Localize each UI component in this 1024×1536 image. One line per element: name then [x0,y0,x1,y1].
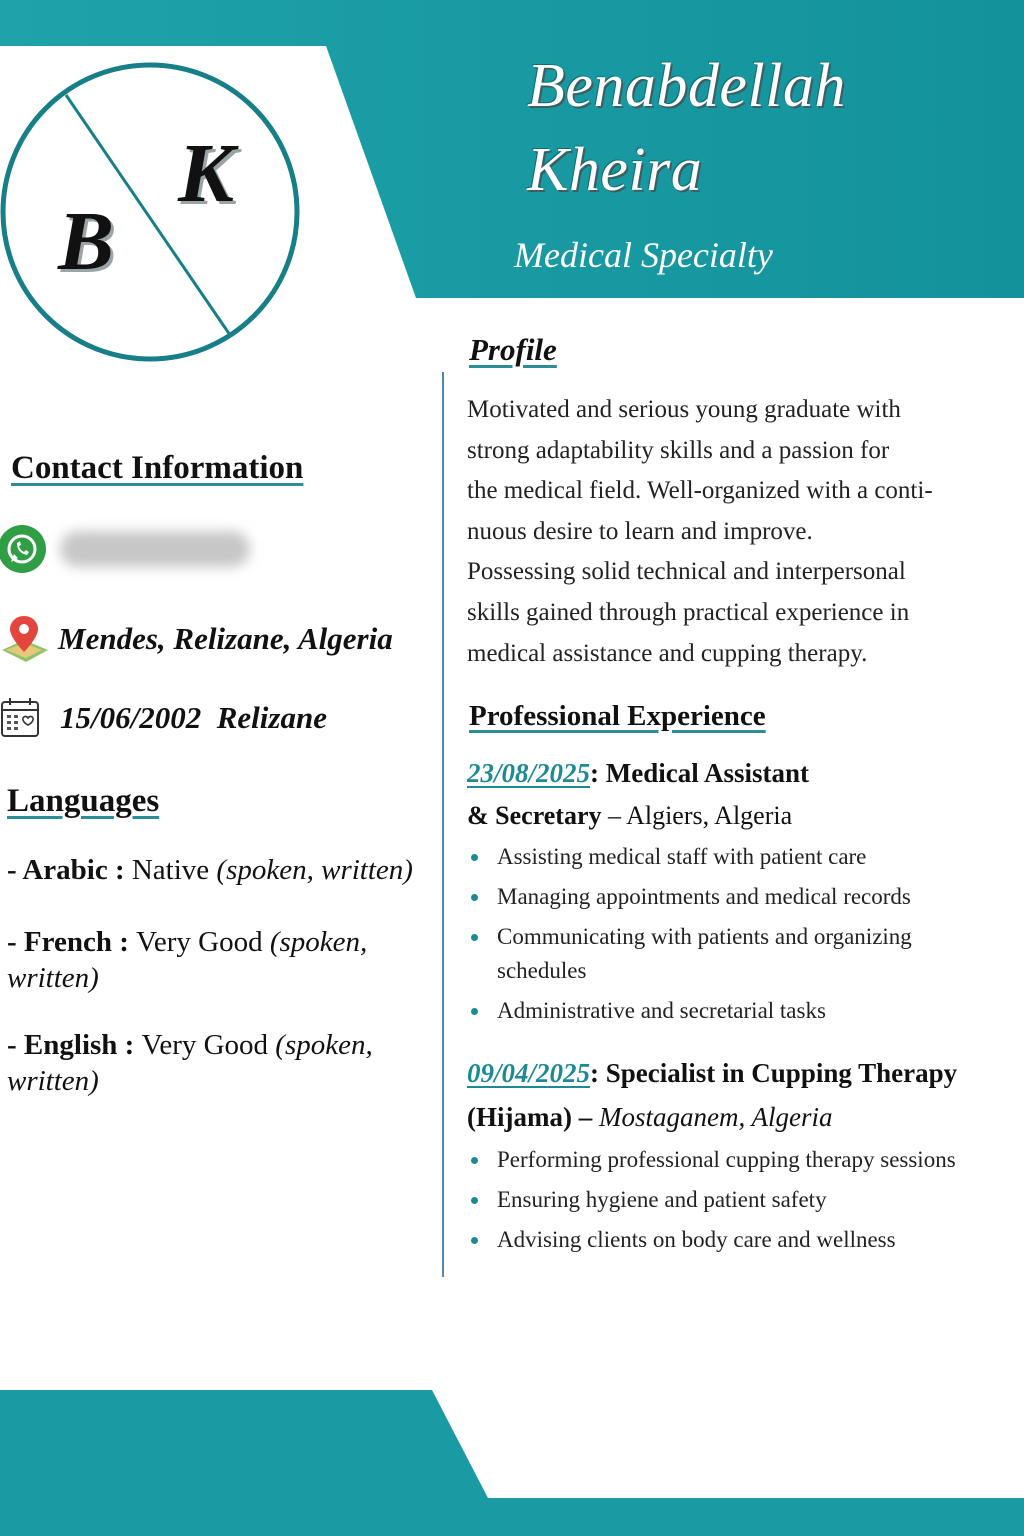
duty-item [470,880,990,914]
language-dash: - [7,926,24,958]
bullet-dot-icon [471,854,478,861]
job-2-subheading [467,1102,832,1133]
job-2-heading [467,1058,957,1089]
profile-paragraph [467,390,987,674]
duty-item [470,840,990,874]
birth-date-place: 15/06/2002 Relizane [60,700,327,735]
job-title-continued: & Secretary [467,801,602,830]
redacted-phone-number [60,531,250,567]
duty-text: Managing appointments and medical records [497,884,911,909]
language-level: Native [131,854,217,886]
bullet-dot-icon [471,1157,478,1164]
job-location: Mostaganem, Algeria [592,1102,833,1132]
job-date: 23/08/2025 [467,758,591,788]
language-name: Arabic [22,854,108,886]
column-divider [442,372,444,1277]
profile-line: Motivated and serious young graduate with [467,396,901,423]
monogram-logo [0,55,300,370]
language-item-english [7,1027,397,1099]
language-item-french [7,924,387,996]
language-detail: (spoken, written) [7,1029,373,1097]
whatsapp-icon [0,522,48,576]
language-level: Very Good [136,926,270,958]
language-item-arabic [7,852,437,888]
bullet-dot-icon [471,1237,478,1244]
duty-item [470,1183,990,1217]
birth-row [0,696,327,740]
profile-line: medical assistance and cupping therapy. [467,639,868,667]
job-colon: : [590,758,606,788]
profile-line: nuous desire to learn and improve. [467,517,813,545]
job-date: 09/04/2025 [467,1058,591,1088]
duty-text: Advising clients on body care and wellness [497,1227,896,1252]
location-pin-icon [0,612,50,666]
duty-item [470,920,967,988]
languages-section-title: Languages [7,783,160,819]
job-colon: : [590,1058,606,1088]
name-first-line: Benabdellah [527,52,846,120]
job-location: – Algiers, Algeria [601,801,793,830]
job-title-continued: (Hijama) – [467,1102,593,1132]
profile-line: Possessing solid technical and interpersonal [467,558,906,586]
footer-band [0,1390,1024,1536]
address-row [0,612,393,666]
contact-section-title: Contact Information [11,450,304,486]
bullet-dot-icon [471,1197,478,1204]
job-1-duties [470,840,990,1034]
language-dash: - [7,1029,24,1061]
duty-item [470,994,990,1028]
profile-line: skills gained through practical experience in [467,598,910,626]
language-level: Very Good [141,1029,276,1061]
candidate-name [527,44,846,212]
profile-section-title: Profile [469,332,557,367]
duty-item [470,1143,990,1177]
language-separator: : [107,854,132,886]
bullet-dot-icon [471,1008,478,1015]
language-name: English [23,1029,118,1061]
name-second-line: Kheira [527,136,703,204]
address-text: Mendes, Relizane, Algeria [58,621,393,656]
job-title: Medical Assistant [605,758,810,788]
duty-text: Assisting medical staff with patient care [497,844,867,869]
bullet-dot-icon [471,894,478,901]
job-2-duties [470,1143,990,1263]
monogram-letter-b: B [58,195,115,288]
specialty-subtitle: Medical Specialty [514,235,773,275]
language-separator: : [111,926,137,958]
language-dash: - [7,854,23,886]
language-separator: : [117,1029,142,1061]
duty-text: Administrative and secretarial tasks [497,998,826,1023]
phone-row [0,522,250,576]
language-detail: (spoken, written) [216,854,413,886]
experience-section-title: Professional Experience [469,700,766,732]
language-detail: (spoken, written) [7,926,368,994]
duty-text: Ensuring hygiene and patient safety [497,1187,827,1212]
profile-line: the medical field. Well-organized with a conti- [467,477,933,505]
calendar-icon [0,696,44,740]
duty-item [470,1223,990,1257]
bullet-dot-icon [471,934,478,941]
profile-line: strong adaptability skills and a passion for [467,436,890,464]
job-1-subheading [467,801,792,831]
job-1-heading [467,758,809,789]
monogram-letter-k: K [178,127,235,220]
duty-text: Performing professional cupping therapy sessions [497,1147,956,1172]
duty-text: Communicating with patients and organizing schedules [497,924,912,983]
job-title: Specialist in Cupping Therapy [605,1058,958,1088]
language-name: French [23,926,112,958]
